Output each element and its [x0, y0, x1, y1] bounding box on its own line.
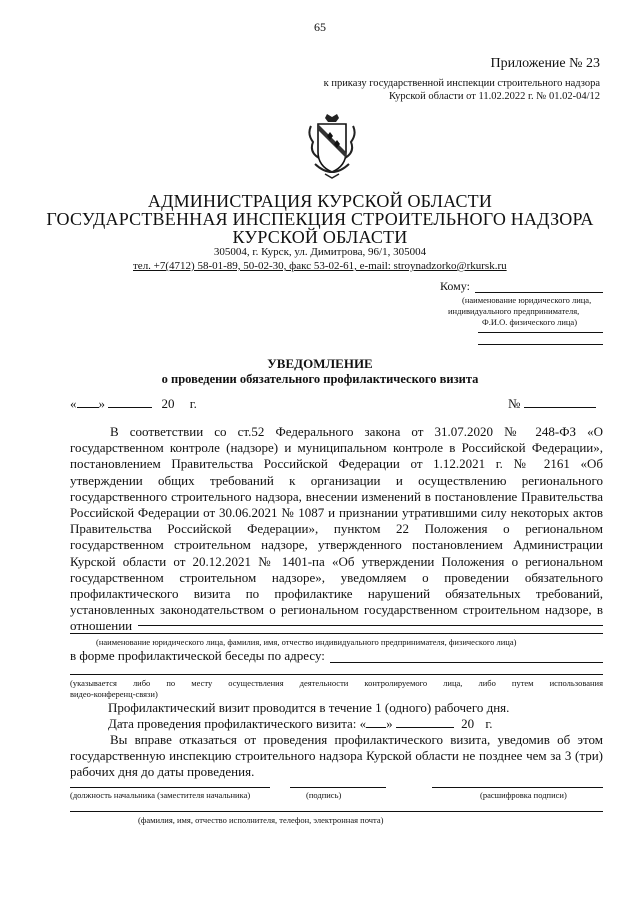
recipient-line: [475, 292, 603, 293]
position-hint: (должность начальника (заместителя начальника): [70, 790, 251, 800]
org-line3: КУРСКОЙ ОБЛАСТИ: [232, 227, 408, 247]
form-hint-2: видео-конференц-связи): [70, 689, 158, 699]
executor-hint: (фамилия, имя, отчество исполнителя, телефон, электронная почта): [138, 815, 384, 825]
address-fill-line: [330, 662, 603, 663]
org-line1: АДМИНИСТРАЦИЯ КУРСКОЙ ОБЛАСТИ: [147, 191, 493, 211]
recipient-extra-line1: [478, 332, 603, 333]
date-year: 20: [161, 396, 175, 411]
duration-text: Профилактический визит проводится в течение 1 (одного) рабочего дня.: [108, 700, 510, 715]
refusal-text: Вы вправе отказаться от проведения профилактического визита, уведомив об этом государственную инспекцию строительного надзора Курской области не позднее чем за 3 (три) рабочих дня до даты проведения.: [70, 732, 603, 780]
decoding-line: [432, 787, 603, 788]
form-hint-1: (указывается либо по месту осуществления деятельности контролируемого лица, либо путем использования: [70, 678, 603, 688]
doc-subtitle: о проведении обязательного профилактического визита: [161, 372, 479, 386]
executor-line: [70, 811, 603, 812]
recipient-label: Кому:: [440, 279, 470, 293]
date-open-quote: «: [70, 396, 77, 411]
number-sign: №: [508, 396, 521, 411]
refusal-paragraph: [70, 732, 603, 781]
org-address: 305004, г. Курск, ул. Димитрова, 96/1, 305004: [213, 246, 427, 258]
position-line: [70, 787, 270, 788]
appendix-title: Приложение № 23: [490, 56, 600, 71]
recipient-hint3: Ф.И.О. физического лица): [482, 317, 578, 327]
form-label: в форме профилактической беседы по адресу:: [70, 648, 325, 663]
signature-hint: (подпись): [306, 790, 342, 800]
address-line-2: [70, 674, 603, 675]
main-paragraph: [70, 424, 603, 635]
visit-year: 20: [461, 716, 475, 731]
subject-line-2: [70, 633, 603, 634]
org-line2: ГОСУДАРСТВЕННАЯ ИНСПЕКЦИЯ СТРОИТЕЛЬНОГО НАДЗОРА: [46, 209, 594, 229]
org-contacts: тел. +7(4712) 58-01-89, 50-02-30, факс 53-02-61, e-mail: stroynadzorko@rkursk.ru: [133, 260, 507, 272]
subject-hint: (наименование юридического лица, фамилия, имя, отчество индивидуального предпринимателя, физического лица): [96, 637, 517, 647]
date-line: [70, 396, 197, 412]
recipient-hint1: (наименование юридического лица,: [462, 295, 592, 305]
visit-open-quote: «: [359, 716, 367, 731]
visit-close-quote: »: [386, 716, 393, 731]
coat-of-arms-emblem: [305, 112, 359, 182]
appendix-order-line2: Курской области от 11.02.2022 г. № 01.02-04/12: [388, 91, 600, 102]
signature-line: [290, 787, 386, 788]
decoding-hint: (расшифровка подписи): [480, 790, 567, 800]
doc-number: [508, 396, 596, 412]
visit-date-label: Дата проведения профилактического визита:: [108, 716, 357, 731]
page-number: 65: [314, 20, 326, 34]
appendix-order-line1: к приказу государственной инспекции строительного надзора: [323, 78, 600, 89]
visit-date: [108, 716, 493, 732]
recipient-hint2: индивидуального предпринимателя,: [448, 306, 580, 316]
date-year-suffix: г.: [189, 396, 197, 411]
subject-fill-line: [138, 625, 603, 626]
date-close-quote: »: [98, 396, 105, 411]
main-paragraph-text: В соответствии со ст.52 Федерального закона от 31.07.2020 № 248-ФЗ «О государственном контроле (надзоре) и муниципальном контроле в Российской Федерации», постановлением Правительства Российской Федерации от 1.12.2021 г. № 2161 «Об утверждении общих требований к организации и осуществлению регионального государственного строительного надзора, внесении изменений в постановление Правительства Российской Федерации от 30.06.2021 № 1087 и признании утратившими силу некоторых актов Правительства Российской Федерации», пунктом 22 Положения о региональном государственном строительном надзоре, утвержденного постановлением Администрации Курской области от 20.12.2021 № 1401-па «Об утверждении Положения о региональном государственном строительном надзоре», уведомляем о проведении обязательного профилактического визита по профилактике нарушений обязательных требований, установленных законодательством о региональном государственном строительном надзоре, в отношении: [70, 424, 603, 634]
recipient-extra-line2: [478, 344, 603, 345]
visit-year-suffix: г.: [485, 716, 493, 731]
doc-title: УВЕДОМЛЕНИЕ: [267, 356, 373, 371]
